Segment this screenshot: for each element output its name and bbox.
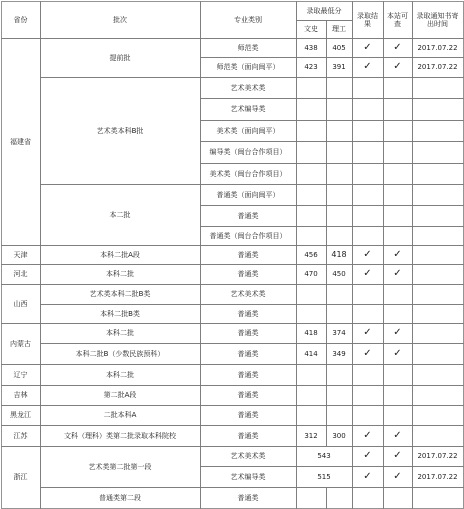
province-cell: 浙江 <box>13 473 28 481</box>
grid-cell-border <box>413 305 464 324</box>
header-min-score: 录取最低分 <box>306 6 342 15</box>
score-cell: 418 <box>304 329 318 337</box>
province-cell: 山西 <box>13 299 28 308</box>
grid-cell-border <box>353 488 384 509</box>
batch-cell: 艺术类本科B批 <box>96 126 144 135</box>
major-cell: 编导类（闽台合作项目） <box>209 148 287 156</box>
grid-cell-border <box>327 164 353 185</box>
grid-cell-border <box>384 227 413 246</box>
header-batch: 批次 <box>113 15 127 24</box>
major-cell: 普通类 <box>237 493 259 502</box>
major-cell: 艺术编导类 <box>230 105 266 113</box>
major-cell: 师范类（面向闽平） <box>216 63 280 71</box>
grid-cell-border <box>297 305 327 324</box>
batch-cell: 艺术类本科二批B类 <box>89 290 151 298</box>
grid-cell-border <box>353 78 384 99</box>
grid-cell-border <box>413 426 464 447</box>
grid-cell-border <box>297 164 327 185</box>
check-mark: ✓ <box>363 268 372 279</box>
batch-cell: 二批本科A <box>103 411 137 419</box>
grid-cell-border <box>353 164 384 185</box>
grid-cell-border <box>353 121 384 142</box>
province-cell: 福建省 <box>10 137 31 146</box>
grid-cell-border <box>327 488 353 509</box>
province-cell: 黑龙江 <box>10 411 31 419</box>
batch-cell: 本科二批 <box>106 329 134 337</box>
grid-cell-border <box>384 185 413 206</box>
check-mark: ✓ <box>393 470 402 482</box>
check-mark: ✓ <box>393 268 402 279</box>
major-cell: 普通类 <box>237 349 259 358</box>
score-cell: 543 <box>317 452 331 460</box>
grid-cell-border <box>353 386 384 406</box>
score-cell: 456 <box>304 250 318 259</box>
grid-cell-border <box>413 246 464 265</box>
grid-cell-border <box>297 406 327 426</box>
major-cell: 普通类 <box>237 329 259 337</box>
grid-cell-border <box>327 206 353 227</box>
province-cell: 辽宁 <box>13 370 28 379</box>
major-cell: 普通类 <box>237 431 259 440</box>
check-mark: ✓ <box>363 470 372 482</box>
grid-cell-border <box>413 324 464 344</box>
province-cell: 吉林 <box>13 391 28 399</box>
batch-cell: 本二批 <box>109 210 131 219</box>
batch-cell: 本科二批B类 <box>100 309 140 318</box>
grid-cell-border <box>413 285 464 305</box>
header-wenshi: 文史 <box>304 25 318 33</box>
grid-cell-border <box>297 142 327 164</box>
check-mark: ✓ <box>363 61 372 72</box>
date-cell: 2017.07.22 <box>417 43 458 52</box>
check-mark: ✓ <box>393 347 402 359</box>
grid-cell-border <box>353 99 384 121</box>
grid-cell-border <box>413 406 464 426</box>
grid-cell-border <box>384 206 413 227</box>
grid-cell-border <box>413 185 464 206</box>
score-cell: 414 <box>304 349 318 358</box>
score-cell: 418 <box>331 249 347 259</box>
major-cell: 普通类 <box>237 309 259 318</box>
check-mark: ✓ <box>363 429 372 441</box>
check-mark: ✓ <box>363 248 372 260</box>
major-cell: 普通类 <box>237 391 259 399</box>
grid-cell-border <box>384 386 413 406</box>
grid-cell-border <box>327 99 353 121</box>
check-mark: ✓ <box>393 41 402 53</box>
grid-cell-border <box>327 227 353 246</box>
grid-cell-border <box>297 99 327 121</box>
check-mark: ✓ <box>393 61 402 72</box>
grid-cell-border <box>353 227 384 246</box>
grid-cell-border <box>413 78 464 99</box>
batch-cell: 普通类第二段 <box>99 493 141 502</box>
grid-cell-border <box>327 142 353 164</box>
check-mark: ✓ <box>393 327 402 338</box>
grid-cell-border <box>384 406 413 426</box>
score-cell: 374 <box>332 329 346 337</box>
grid-cell-border <box>327 305 353 324</box>
grid-cell-border <box>353 142 384 164</box>
header-result: 录取结果 <box>357 11 378 28</box>
batch-cell: 本科二批B（少数民族预科） <box>75 349 165 358</box>
grid-cell-border <box>413 121 464 142</box>
grid-cell-border <box>327 185 353 206</box>
grid-cell-border <box>384 305 413 324</box>
grid-cell-border <box>353 285 384 305</box>
major-cell: 普通类（闽台合作项目） <box>209 231 287 240</box>
grid-cell-border <box>297 78 327 99</box>
grid-cell-border <box>384 78 413 99</box>
score-cell: 405 <box>332 43 346 52</box>
grid-cell-border <box>353 406 384 426</box>
batch-cell: 文科（理科）类第二批录取本科院校 <box>64 431 176 440</box>
major-cell: 艺术美术类 <box>230 290 266 298</box>
header-province: 省份 <box>13 15 28 24</box>
major-cell: 艺术美术类 <box>230 452 266 460</box>
score-cell: 450 <box>332 270 346 278</box>
score-cell: 300 <box>332 431 346 440</box>
major-cell: 师范类 <box>237 43 259 52</box>
grid-cell-border <box>384 121 413 142</box>
header-major-type: 专业类别 <box>234 15 262 24</box>
major-cell: 艺术美术类 <box>230 83 266 92</box>
batch-cell: 本科二批A段 <box>100 250 140 259</box>
check-mark: ✓ <box>393 248 402 260</box>
grid-cell-border <box>327 406 353 426</box>
grid-cell-border <box>413 164 464 185</box>
check-mark: ✓ <box>363 327 372 338</box>
grid-cell-border <box>413 386 464 406</box>
score-cell: 312 <box>304 431 318 440</box>
check-mark: ✓ <box>393 429 402 441</box>
grid-cell-border <box>384 99 413 121</box>
grid-cell-border <box>297 185 327 206</box>
grid-cell-border <box>297 365 327 386</box>
score-cell: 391 <box>332 63 346 71</box>
grid-cell-border <box>327 285 353 305</box>
grid-cell-border <box>297 285 327 305</box>
grid-cell-border <box>327 365 353 386</box>
grid-cell-border <box>297 227 327 246</box>
grid-cell-border <box>413 99 464 121</box>
batch-cell: 第二批A段 <box>103 391 137 399</box>
province-cell: 天津 <box>13 250 28 259</box>
score-cell: 515 <box>317 472 331 481</box>
grid-cell-border <box>353 185 384 206</box>
date-cell: 2017.07.22 <box>417 472 458 481</box>
grid-cell-border <box>297 386 327 406</box>
grid-cell-border <box>413 265 464 285</box>
grid-cell-border <box>353 206 384 227</box>
grid-cell-border <box>413 344 464 365</box>
grid-cell-border <box>297 206 327 227</box>
major-cell: 美术类（闽台合作项目） <box>209 169 287 178</box>
score-cell: 423 <box>304 63 318 71</box>
grid-cell-border <box>384 142 413 164</box>
major-cell: 普通类 <box>237 211 259 220</box>
major-cell: 普通类 <box>237 270 259 278</box>
batch-cell: 本科二批 <box>106 370 134 379</box>
major-cell: 普通类 <box>237 250 259 259</box>
grid-cell-border <box>353 365 384 386</box>
grid-cell-border <box>327 386 353 406</box>
major-cell: 普通类（面向闽平） <box>216 190 280 199</box>
grid-cell-border <box>384 365 413 386</box>
grid-cell-border <box>413 227 464 246</box>
date-cell: 2017.07.22 <box>417 63 458 71</box>
grid-cell-border <box>413 365 464 386</box>
province-cell: 内蒙古 <box>10 339 31 348</box>
header-notice-time: 录取通知书寄出时间 <box>416 11 459 28</box>
grid-cell-border <box>384 488 413 509</box>
grid-cell-border <box>327 78 353 99</box>
grid-cell-border <box>384 164 413 185</box>
major-cell: 美术类（面向闽平） <box>216 126 280 135</box>
province-cell: 河北 <box>13 270 28 278</box>
major-cell: 普通类 <box>237 411 259 419</box>
grid-cell-border <box>413 488 464 509</box>
header-query: 本站可查 <box>387 11 408 28</box>
major-cell: 艺术编导类 <box>230 472 266 481</box>
batch-cell: 提前批 <box>109 53 131 62</box>
score-cell: 470 <box>304 270 318 278</box>
check-mark: ✓ <box>393 450 402 461</box>
grid-cell-border <box>327 121 353 142</box>
grid-cell-border <box>353 305 384 324</box>
grid-cell-border <box>384 285 413 305</box>
batch-cell: 艺术类第二批第一段 <box>88 462 152 471</box>
grid-cell-border <box>413 206 464 227</box>
score-cell: 438 <box>304 43 318 52</box>
batch-cell: 本科二批 <box>106 270 134 278</box>
header-ligong: 理工 <box>332 25 346 33</box>
grid-cell-border <box>413 142 464 164</box>
date-cell: 2017.07.22 <box>417 452 458 460</box>
grid-cell-border <box>297 488 327 509</box>
province-cell: 江苏 <box>13 431 28 440</box>
grid-cell-border <box>297 121 327 142</box>
check-mark: ✓ <box>363 41 372 53</box>
check-mark: ✓ <box>363 450 372 461</box>
score-cell: 349 <box>332 349 346 358</box>
major-cell: 普通类 <box>237 370 259 379</box>
check-mark: ✓ <box>363 347 372 359</box>
